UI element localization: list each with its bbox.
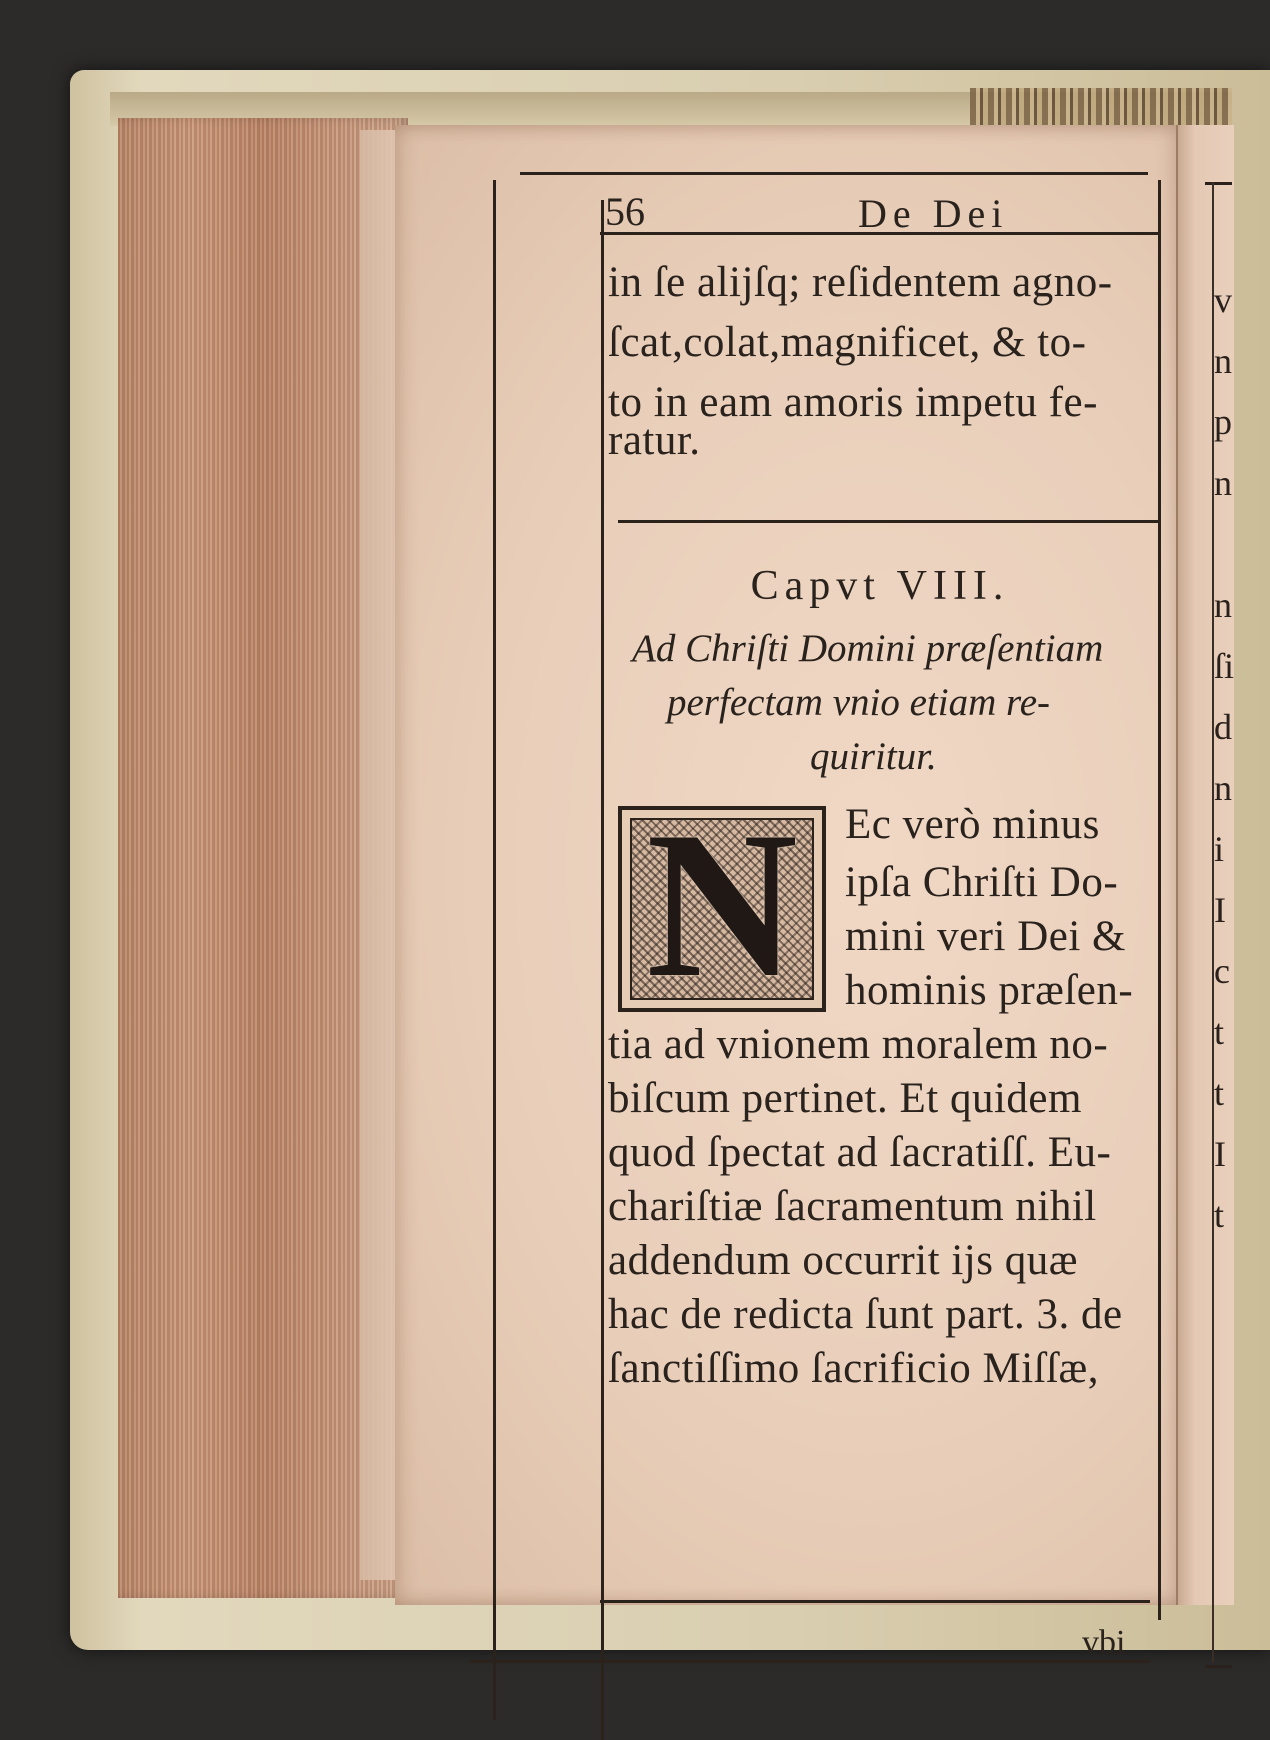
text-line: chariſtiæ ſacramentum nihil: [608, 1183, 1097, 1230]
text-line: in ſe alijſq; reſidentem agno-: [608, 259, 1113, 306]
text-line: Ec verò minus: [845, 801, 1100, 848]
text-line: to in eam amoris impetu fe-: [608, 379, 1098, 426]
text-line: ſcat,colat,magnificet, & to-: [608, 319, 1087, 366]
section-rule: [618, 520, 1158, 523]
chapter-heading: Capvt VIII.: [750, 563, 1010, 609]
next-page-rule-top: [1205, 182, 1232, 185]
text-line: ſanctiſſimo ſacrificio Miſſæ,: [608, 1345, 1099, 1392]
text-line: addendum occurrit ijs quæ: [608, 1237, 1078, 1284]
text-line: tia ad vnionem moralem no-: [608, 1021, 1109, 1068]
frame-left-inner: [601, 200, 604, 1740]
text-line: mini veri Dei &: [845, 913, 1126, 960]
bottom-rule-inner: [600, 1600, 1150, 1603]
decorated-initial: [618, 789, 826, 1021]
frame-left-outer: [493, 180, 496, 1720]
next-page-rule-bottom: [1205, 1665, 1232, 1668]
chapter-title-line: perfectam vnio etiam re-: [667, 681, 1051, 724]
text-line: hominis præſen-: [845, 967, 1134, 1014]
text-line: ratur.: [608, 417, 701, 464]
chapter-title-line: Ad Chriſti Domini præſentiam: [632, 627, 1104, 670]
frame-right: [1158, 180, 1161, 1620]
text-line: biſcum pertinet. Et quidem: [608, 1075, 1082, 1122]
text-line: ipſa Chriſti Do-: [845, 859, 1119, 906]
catchword: vbi: [1082, 1624, 1126, 1661]
bottom-rule-outer: [470, 1660, 1150, 1663]
text-line: hac de redicta ſunt part. 3. de: [608, 1291, 1123, 1338]
next-page-text-fragments: v n p n n ſi d n i I c t t I t: [1214, 280, 1235, 1235]
page-number: 56: [605, 189, 645, 234]
running-head: De Dei: [858, 191, 1009, 236]
frame-top-rule: [520, 172, 1148, 175]
initial-letter: N: [646, 789, 798, 1021]
text-line: quod ſpectat ad ſacratiſſ. Eu-: [608, 1129, 1112, 1176]
chapter-title-line: quiritur.: [810, 735, 937, 778]
